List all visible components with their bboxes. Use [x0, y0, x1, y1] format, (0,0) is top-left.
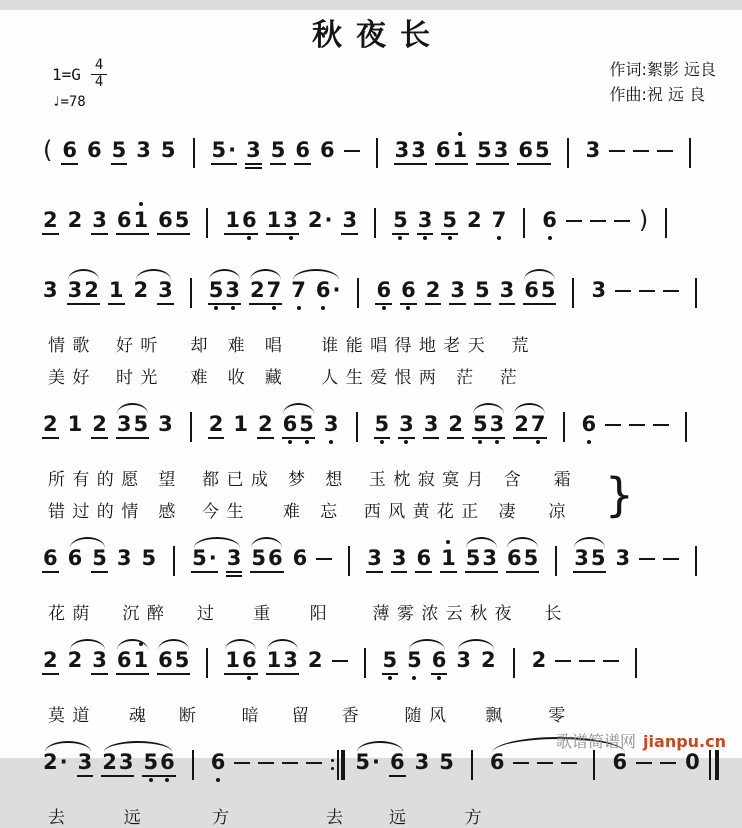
note-token: 6 — [400, 280, 417, 305]
note-token: 3 — [323, 414, 340, 435]
note-token: 3 — [414, 750, 430, 774]
barline — [190, 278, 192, 308]
note-token: 2 — [481, 648, 496, 672]
score — [0, 126, 742, 828]
note-token: 5 — [91, 548, 108, 573]
octave-dot-low — [247, 236, 251, 240]
note-token: 3 — [417, 210, 434, 235]
note-token: 3 — [226, 548, 243, 573]
note-token: 2 — [133, 278, 149, 302]
note-token: 3 — [91, 210, 108, 235]
note-token: 3 — [499, 280, 516, 305]
slur-arc — [117, 403, 148, 414]
note-token: 3 — [391, 548, 408, 573]
note-token: 3 5 — [573, 548, 606, 573]
note-token: 5 — [441, 210, 458, 235]
octave-dot-low — [216, 778, 220, 782]
note-token: 3 — [77, 752, 94, 777]
note-token: 6 1 — [116, 210, 149, 235]
note-token: 6 5 — [523, 280, 556, 305]
note-token: 2 — [42, 650, 59, 675]
duration-dash — [663, 558, 679, 560]
slur-arc — [68, 269, 99, 280]
note-token: 1 — [67, 412, 83, 436]
duration-dash — [258, 762, 274, 764]
note-token: 6 — [319, 138, 335, 162]
barline — [689, 138, 691, 168]
notes-row — [42, 400, 730, 458]
note-token: 5 — [160, 138, 176, 162]
octave-dot-low — [149, 778, 153, 782]
note-token: 3 — [423, 414, 440, 439]
note-token: 3 — [158, 412, 173, 436]
score-line-2 — [42, 196, 730, 254]
notes-row — [42, 636, 730, 694]
note-token: 2 7 — [249, 280, 282, 305]
barline — [356, 412, 358, 442]
slur-arc — [574, 537, 605, 548]
time-signature — [91, 58, 107, 91]
octave-dot-low — [382, 306, 386, 310]
note-token: 3 — [449, 280, 466, 305]
note-token: 5 · — [211, 140, 238, 165]
note-token: 7 — [290, 280, 307, 301]
note-token: 6 5 — [157, 210, 190, 235]
note-token: 5 — [406, 650, 423, 671]
octave-dot-low — [247, 676, 251, 680]
note-token: 2 — [67, 208, 83, 232]
note-token: 6 5 — [157, 650, 190, 675]
note-token: 3 — [91, 650, 108, 675]
notes-row — [42, 534, 730, 592]
duration-dash — [579, 660, 595, 662]
octave-dot-low — [272, 306, 276, 310]
note-token: 2 — [531, 648, 547, 672]
slur-arc — [473, 403, 504, 414]
duration-dash — [316, 558, 332, 560]
note-token: 5 6 — [142, 752, 175, 777]
note-token: 6 — [541, 210, 558, 231]
octave-dot-low — [536, 440, 540, 444]
barline — [513, 648, 515, 678]
note-token: 5 · — [191, 548, 218, 573]
duration-dash — [605, 424, 621, 426]
octave-dot-low — [289, 236, 293, 240]
barline — [376, 138, 378, 168]
sheet-music-page — [0, 10, 742, 828]
slur-arc — [357, 741, 403, 752]
note-token: 1 3 — [266, 210, 299, 235]
note-token: 3 — [245, 140, 262, 165]
note-token: 6 5 — [517, 140, 550, 165]
note-token: 6 — [210, 752, 227, 773]
duration-dash — [657, 150, 673, 152]
score-line-5 — [42, 534, 730, 624]
note-token: 2 3 — [101, 752, 134, 777]
slur-arc — [524, 269, 555, 280]
lyric-row: 情 歌 好 听 却 难 唱 谁 能 唱 得 地 老 天 荒 — [48, 336, 530, 356]
octave-dot-low — [305, 440, 309, 444]
note-token: 6 1 — [435, 140, 468, 165]
note-token: 2 — [42, 210, 59, 235]
note-token: 2 — [67, 648, 83, 672]
note-token: 6 — [489, 750, 505, 774]
slur-arc — [158, 639, 189, 650]
note-token: 3 2 — [67, 280, 100, 305]
octave-dot-low — [321, 306, 325, 310]
watermark-site-url: jianpu.cn — [643, 732, 726, 751]
duration-dash — [660, 762, 676, 764]
octave-dot-low — [288, 440, 292, 444]
note-token: 5 6 — [250, 548, 283, 573]
slur-arc — [225, 639, 256, 650]
barline — [190, 412, 192, 442]
tempo-value: =78 — [60, 93, 86, 110]
barline — [572, 278, 574, 308]
note-token: 3 3 — [394, 140, 427, 165]
duration-dash — [609, 150, 625, 152]
duration-dash — [633, 150, 649, 152]
barline — [374, 208, 376, 238]
note-token: 5 3 — [472, 414, 505, 439]
note-token: 5 3 — [476, 140, 509, 165]
barline — [567, 138, 569, 168]
parenthesis: ( — [43, 136, 53, 164]
slur-arc — [117, 639, 148, 650]
duration-dash — [282, 762, 298, 764]
duration-dash — [614, 220, 630, 222]
octave-dot-low — [478, 440, 482, 444]
meta-row — [0, 54, 742, 114]
score-line-3 — [42, 266, 730, 388]
slur-arc — [466, 537, 497, 548]
barline — [193, 138, 195, 168]
quarter-note-icon: ♩ — [52, 93, 61, 110]
octave-dot-low — [165, 778, 169, 782]
note-token: 3 — [615, 546, 631, 570]
slur-arc — [514, 403, 545, 414]
note-token: 6 — [292, 546, 308, 570]
watermark — [556, 729, 726, 752]
octave-dot-low — [329, 440, 333, 444]
duration-dash — [555, 660, 571, 662]
song-title: 秋夜长 — [312, 19, 444, 52]
composer-credit: 作曲:祝 远 良 — [609, 84, 706, 104]
barline — [695, 546, 697, 576]
note-token: 5 — [374, 414, 391, 439]
barline — [173, 546, 175, 576]
octave-dot-low — [406, 306, 410, 310]
note-token: 3 — [585, 138, 601, 162]
notes-row — [42, 126, 730, 184]
octave-dot-low — [214, 306, 218, 310]
note-token: 5 — [270, 140, 287, 165]
octave-dot-low — [548, 236, 552, 240]
note-token: 6 1 — [116, 650, 149, 675]
note-token: 3 — [366, 548, 383, 573]
octave-dot-low — [398, 236, 402, 240]
note-token: 3 5 — [116, 414, 149, 439]
note-token: 3 — [341, 210, 358, 235]
parenthesis: ) — [638, 206, 649, 234]
slur-arc — [458, 639, 494, 650]
barline — [364, 648, 366, 678]
duration-dash — [663, 290, 679, 292]
note-token: 3 — [136, 138, 151, 162]
note-token: 5 — [141, 546, 157, 570]
note-token: 2 — [91, 414, 108, 439]
barline — [665, 208, 667, 238]
slur-arc — [283, 403, 314, 414]
note-token: 2 7 — [513, 414, 546, 439]
note-token: 6 — [431, 650, 448, 675]
slur-arc — [251, 537, 282, 548]
final-barline — [709, 750, 720, 780]
note-token: 6 — [612, 750, 628, 774]
slur-arc — [250, 269, 281, 280]
note-token: 3 — [43, 278, 58, 302]
note-token: 6 5 — [282, 414, 315, 439]
lyricist-credit: 作词:絮影 远良 — [609, 60, 716, 79]
slur-arc — [136, 269, 171, 280]
notes-row — [42, 266, 730, 324]
octave-dot-high — [139, 202, 143, 206]
note-token: 3 — [456, 648, 471, 672]
barline — [357, 278, 359, 308]
octave-dot-low — [231, 306, 235, 310]
score-line-4 — [42, 400, 730, 522]
barline — [523, 208, 525, 238]
tempo-marking — [52, 94, 107, 110]
note-token: 6 — [415, 548, 432, 573]
duration-dash — [332, 660, 348, 662]
octave-dot-low — [380, 440, 384, 444]
duration-dash — [615, 290, 631, 292]
note-token: 1 — [233, 412, 248, 436]
lyric-row: 莫 道 魂 断 暗 留 香 随 风 飘 零 — [48, 706, 567, 726]
note-token: 5 — [111, 140, 128, 165]
barline — [593, 750, 595, 780]
note-token: 2 — [307, 648, 323, 672]
note-token: 1 — [440, 548, 457, 573]
slur-arc — [70, 537, 105, 548]
duration-dash — [636, 762, 652, 764]
note-token: 2 — [425, 280, 442, 305]
note-token: 2 · — [307, 208, 333, 232]
note-token: 5 3 — [208, 280, 241, 305]
lyric-row: 美 好 时 光 难 收 藏 人 生 爱 恨 两 茫 茫 — [48, 368, 518, 388]
lyric-row: 错 过 的 情 感 今 生 难 忘 西 风 黄 花 正 凄 凉 — [48, 502, 567, 522]
octave-dot-low — [495, 440, 499, 444]
repeat-barline — [330, 750, 346, 780]
note-token: 2 — [466, 208, 482, 232]
duration-dash — [234, 762, 250, 764]
duration-dash — [653, 424, 669, 426]
lyric-row: 所 有 的 愿 望 都 已 成 梦 想 玉 枕 寂 寞 月 含 霜 — [48, 470, 572, 490]
duration-dash — [561, 762, 577, 764]
duration-dash — [513, 762, 529, 764]
duration-dash — [639, 290, 655, 292]
note-token: 6 — [67, 546, 83, 570]
barline — [555, 546, 557, 576]
slur-arc — [507, 537, 538, 548]
note-token: 1 — [108, 280, 125, 305]
duration-dash — [344, 150, 360, 152]
note-token: 1 6 — [224, 650, 257, 675]
lyric-row: 去 远 方 去 远 方 — [48, 808, 483, 828]
barline — [471, 750, 473, 780]
slur-arc — [194, 537, 240, 548]
credits — [610, 58, 716, 108]
meter-denominator: 4 — [94, 74, 104, 91]
note-token: 6 — [87, 138, 102, 162]
note-token: 5 — [439, 750, 454, 774]
note-token: 2 — [257, 414, 274, 439]
barline — [695, 278, 697, 308]
duration-dash — [306, 762, 322, 764]
octave-dot-low — [587, 440, 591, 444]
slur-arc — [409, 639, 445, 650]
note-token: 6 — [389, 752, 406, 777]
note-token: 5 — [474, 280, 491, 305]
verse-brace: } — [604, 468, 634, 522]
barline — [635, 648, 637, 678]
meter-numerator: 4 — [91, 58, 107, 75]
duration-dash — [566, 220, 582, 222]
note-token: 0 — [685, 750, 700, 774]
note-token: 6 — [42, 548, 59, 573]
duration-dash — [590, 220, 606, 222]
duration-dash — [603, 660, 619, 662]
notes-row — [42, 196, 730, 254]
slur-arc — [267, 639, 298, 650]
octave-dot-low — [412, 676, 416, 680]
slur-arc — [293, 269, 339, 280]
note-token: 6 — [294, 140, 311, 165]
score-line-6 — [42, 636, 730, 726]
barline — [563, 412, 565, 442]
note-token: 3 — [591, 278, 607, 302]
duration-dash — [629, 424, 645, 426]
slur-arc — [45, 741, 91, 752]
slur-arc — [70, 639, 105, 650]
note-token: 2 — [447, 414, 464, 439]
note-token: 6 · — [315, 280, 342, 301]
note-token: 3 — [116, 546, 132, 570]
note-token: 5 3 — [465, 548, 498, 573]
barline — [348, 546, 350, 576]
barline — [685, 412, 687, 442]
note-token: 6 — [61, 140, 78, 165]
octave-dot-low — [404, 440, 408, 444]
note-token: 1 6 — [224, 210, 257, 235]
note-token: 2 — [208, 414, 225, 439]
note-token: 6 5 — [506, 548, 539, 573]
octave-dot-high — [458, 132, 462, 136]
note-token: 7 — [491, 210, 508, 231]
note-token: 2 — [42, 414, 59, 439]
lyric-row: 花 荫 沉 醉 过 重 阳 薄 雾 浓 云 秋 夜 长 — [48, 604, 563, 624]
note-token: 1 3 — [266, 650, 299, 675]
slur-arc — [104, 741, 172, 752]
note-token: 5 — [382, 650, 399, 675]
note-token: 3 — [398, 414, 415, 439]
note-token: 5 — [392, 210, 409, 235]
octave-dot-low — [423, 236, 427, 240]
note-token: 6 — [581, 414, 598, 435]
barline — [192, 750, 194, 780]
key-label: 1=G — [52, 64, 81, 84]
octave-dot-low — [497, 236, 501, 240]
octave-dot-low — [437, 676, 441, 680]
score-line-1 — [42, 126, 730, 184]
octave-dot-low — [297, 306, 301, 310]
octave-dot-high — [446, 540, 450, 544]
watermark-site-name: 歌谱简谱网 — [556, 732, 637, 751]
duration-dash — [639, 558, 655, 560]
duration-dash — [537, 762, 553, 764]
note-token: 6 — [375, 280, 392, 305]
barline — [206, 208, 208, 238]
slur-arc — [209, 269, 240, 280]
octave-dot-low — [448, 236, 452, 240]
note-token: 2 · — [43, 750, 68, 774]
note-token: 3 — [157, 280, 174, 305]
barline — [206, 648, 208, 678]
octave-dot-low — [388, 676, 392, 680]
key-signature-block — [52, 58, 107, 110]
note-token: 5 · — [355, 750, 380, 774]
